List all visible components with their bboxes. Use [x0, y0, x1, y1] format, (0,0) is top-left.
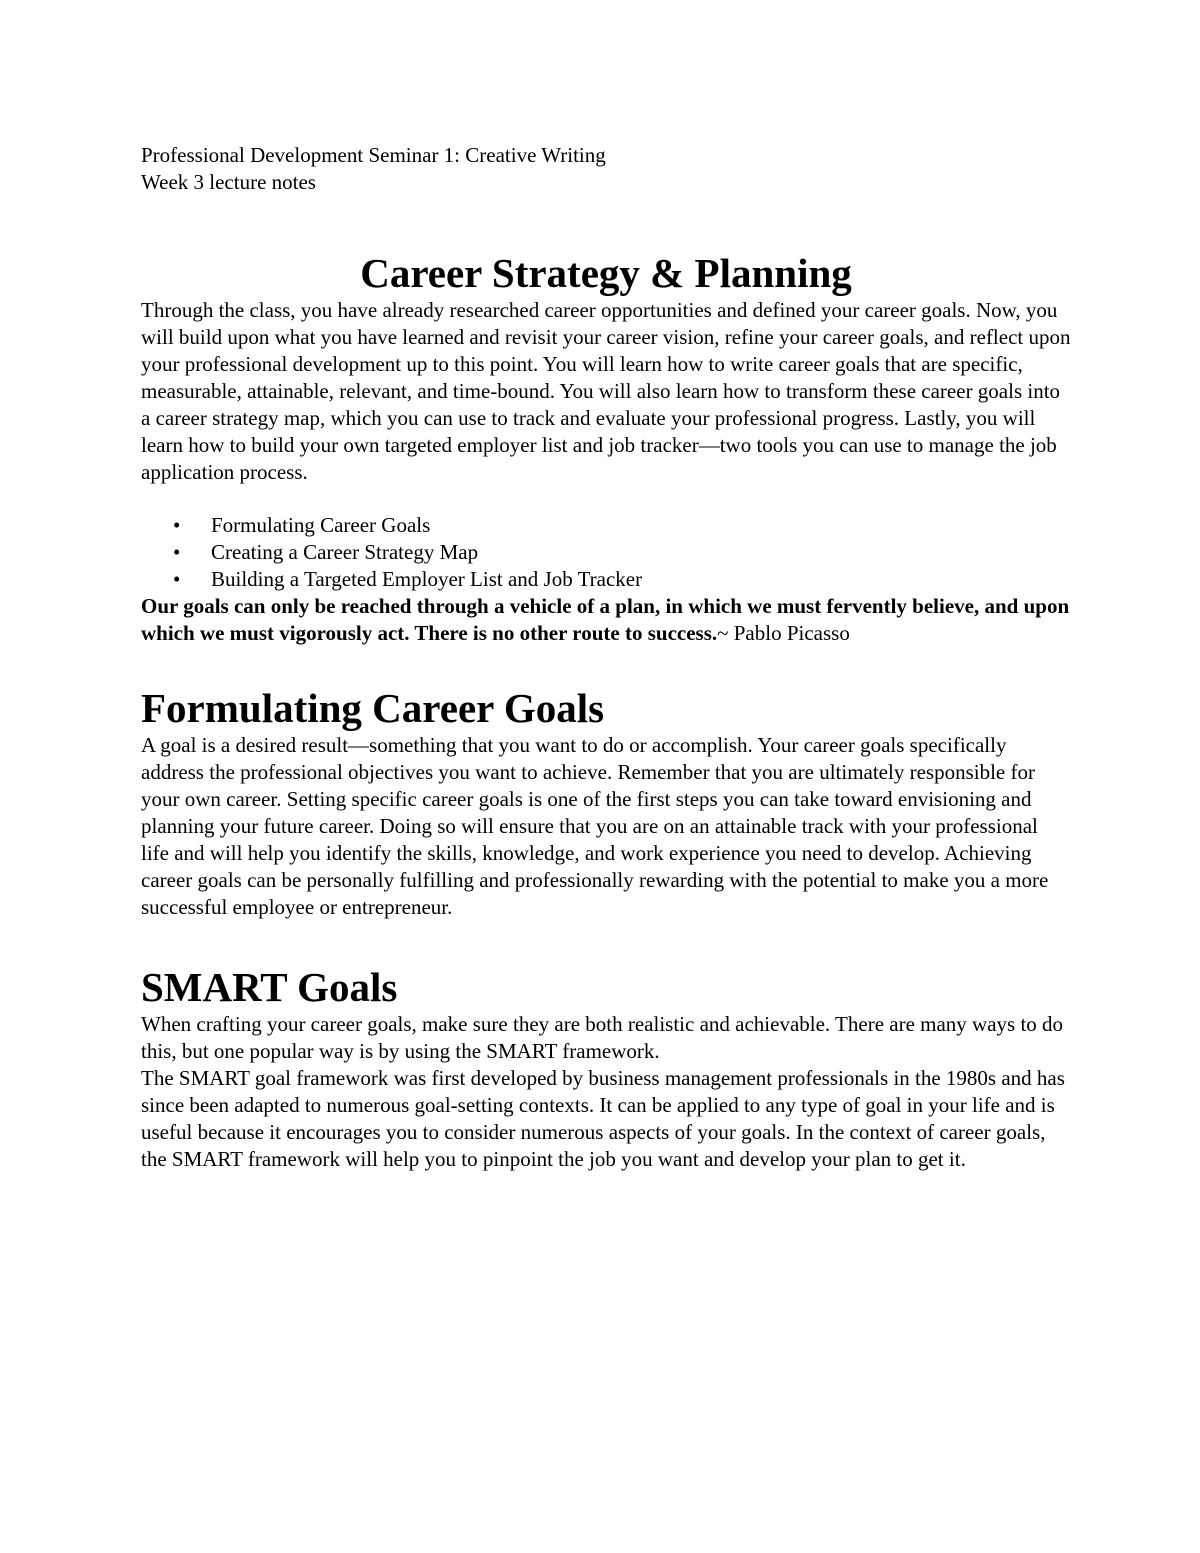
- course-title: Professional Development Seminar 1: Creative Writing: [141, 143, 606, 167]
- bullet-icon: •: [173, 540, 181, 564]
- section-paragraph: A goal is a desired result—something that you want to do or accomplish. Your career goals specifically address the professional objectives you want to achieve. Remember that you are ultimately responsible for your own career. Setting specific career goals is one of the first steps you can take toward envisioning and planning your future career. Doing so will ensure that you are on an attainable track with your professional life and will help you identify the skills, knowledge, and work experience you need to develop. Achieving career goals can be personally fulfilling and professionally rewarding with the potential to make you a more successful employee or entrepreneur.: [141, 733, 1049, 919]
- topic-item: [141, 539, 1071, 566]
- quote-attribution: ~ Pablo Picasso: [717, 621, 850, 645]
- bullet-icon: •: [173, 567, 181, 591]
- topic-list: [141, 512, 1071, 593]
- quote-block: [141, 593, 1071, 647]
- topic-item: [141, 566, 1071, 593]
- topic-item: [141, 512, 1071, 539]
- topic-label: Building a Targeted Employer List and Job Tracker: [211, 567, 643, 591]
- section-heading-formulating: Formulating Career Goals: [141, 685, 605, 731]
- section-paragraph: The SMART goal framework was first developed by business management professionals in the 1980s and has since been adapted to numerous goal-setting contexts. It can be applied to any type of goal in your life and is useful because it encourages you to consider numerous aspects of your goals. In the context of career goals, the SMART framework will help you to pinpoint the job you want and develop your plan to get it.: [141, 1066, 1065, 1171]
- intro-paragraph: Through the class, you have already researched career opportunities and defined your career goals. Now, you will build upon what you have learned and revisit your career vision, refine your career goals, and reflect upon your professional development up to this point. You will learn how to write career goals that are specific, measurable, attainable, relevant, and time-bound. You will also learn how to transform these career goals into a career strategy map, which you can use to track and evaluate your professional progress. Lastly, you will learn how to build your own targeted employer list and job tracker—two tools you can use to manage the job application process.: [141, 298, 1071, 484]
- week-label: Week 3 lecture notes: [141, 170, 316, 194]
- section-paragraph: When crafting your career goals, make sure they are both realistic and achievable. There are many ways to do this, but one popular way is by using the SMART framework.: [141, 1012, 1064, 1063]
- document-page: [141, 142, 1071, 1173]
- topic-label: Creating a Career Strategy Map: [211, 540, 479, 564]
- section-heading-smart: SMART Goals: [141, 964, 398, 1010]
- bullet-icon: •: [173, 513, 181, 537]
- quote-text: Our goals can only be reached through a vehicle of a plan, in which we must fervently believe, and upon which we must vigorously act. There is no other route to success.: [141, 594, 1070, 645]
- document-title: [141, 249, 1071, 297]
- topic-label: Formulating Career Goals: [211, 513, 431, 537]
- document-title-text: Career Strategy & Planning: [360, 250, 852, 296]
